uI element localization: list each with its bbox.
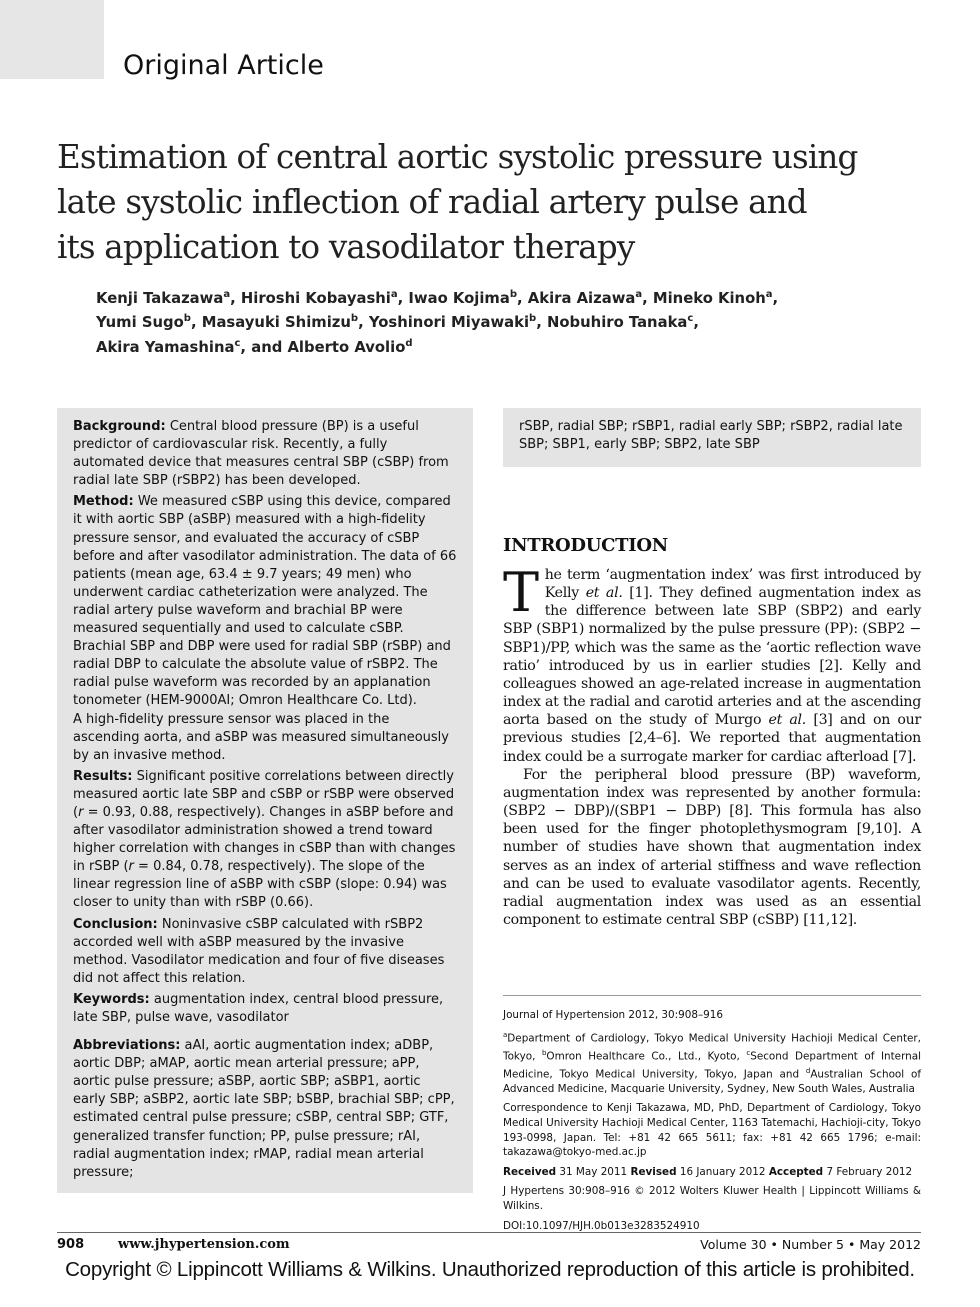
intro-paragraph: For the peripheral blood pressure (BP) waveform, augmentation index was represented by another formula: (SBP2 − DBP)/(SBP1 − DBP) [8]. This formula has also been used for the finger photoplethysmogram [9,10]. A number of studies have shown that augmentation index serves as an index of arterial stiffness and wave reflection and can be used to evaluate vasodilator agents. Recently, radial augmentation index was used as an essential component to estimate central SBP (cSBP) [11,12].: [503, 766, 921, 928]
title-line: late systolic inflection of radial artery pulse and: [57, 183, 807, 221]
correspondence: Correspondence to Kenji Takazawa, MD, PhD, Department of Cardiology, Tokyo Medical University Hachioji Medical Center, 1163 Tatemachi, Hachioji-city, Tokyo 193-0998, Japan. Tel: +81 42 665 5611; fax: +81 42 665 1796; e-mail: takazawa@tokyo-med.ac.jp: [503, 1102, 921, 1159]
revised-label: Revised: [630, 1165, 677, 1178]
title-line: its application to vasodilator therapy: [57, 228, 635, 266]
author-name: Hiroshi Kobayashi: [240, 289, 391, 307]
r-symbol: r: [78, 804, 84, 820]
et-al: et al.: [768, 712, 806, 729]
affiliation-text: Omron Healthcare Co., Ltd., Kyoto,: [546, 1050, 747, 1063]
intro-text: he term ‘augmentation index’ was first introduced by Kelly: [544, 567, 921, 602]
received-label: Received: [503, 1165, 557, 1178]
issue-number: Number 5: [781, 1237, 845, 1252]
affiliation-marker: a: [503, 1030, 508, 1039]
volume: Volume 30: [700, 1237, 767, 1252]
r-symbol: r: [128, 859, 134, 875]
abbreviations-continued-box: [503, 408, 921, 467]
method-text: We measured cSBP using this device, compared it with aortic SBP (aSBP) measured with a high-fidelity pressure sensor, and evaluated the accuracy of cSBP before and after vasodilator administration. The data of 66 patients (mean age, 63.4 ± 9.7 years; 49 men) who underwent cardiac catheterization were analyzed. The radial artery pulse waveform and brachial BP were measured sequentially and used to calculate cSBP. Brachial SBP and DBP were used for radial SBP (rSBP) and radial DBP to calculate the absolute value of rSBP2. The radial pulse waveform was recorded by an applanation tonometer (HEM-9000AI; Omron Healthcare Co. Ltd).: [73, 494, 457, 709]
footer-divider: [57, 1232, 921, 1233]
author-line: Yumi Sugo$^b$, Masayuki Shimizu$^b$, Yoshinori Miyawaki$^b$, Nobuhiro Tanaka$^c$,: [96, 313, 699, 332]
abstract-keywords: [73, 991, 457, 1027]
bullet: •: [848, 1237, 856, 1252]
revised-date: 16 January 2012: [679, 1165, 766, 1178]
method-text-2: A high-fidelity pressure sensor was placed in the ascending aorta, and aSBP was measured simultaneously by an invasive method.: [73, 711, 449, 763]
affiliation-marker: c: [746, 1048, 751, 1057]
conclusion-text: Noninvasive cSBP calculated with rSBP2 accorded well with aSBP measured by the invasive method. Vasodilator medication and four of five diseases did not affect this relation.: [73, 916, 445, 986]
results-label: Results:: [73, 768, 133, 784]
received-date: 31 May 2011: [559, 1165, 628, 1178]
journal-reference: Journal of Hypertension 2012, 30:908–916: [503, 1009, 724, 1021]
results-text: = 0.93, 0.88, respectively). Changes in aSBP before and after vasodilator administration showed a trend toward higher correlation with changes in cSBP than with changes in rSBP (: [73, 804, 456, 875]
accepted-label: Accepted: [768, 1165, 824, 1178]
author-conjunction: and: [251, 338, 283, 356]
author-name: Masayuki Shimizu: [201, 314, 351, 332]
results-text: = 0.84, 0.78, respectively). The slope of the linear regression line of aSBP with cSBP (slope: 0.94) was closer to unity than with rSBP (0.66).: [73, 859, 447, 911]
author-affiliation: a: [765, 289, 773, 300]
affiliation-text: Australian School of Advanced Medicine, Macquarie University, Sydney, New South Wales, Australia: [503, 1068, 921, 1095]
author-affiliation: b: [529, 313, 537, 325]
abstract-abbreviations: [73, 1037, 457, 1182]
abbreviations-text: aAI, aortic augmentation index; aDBP, aortic DBP; aMAP, aortic mean arterial pressure; aPP, aortic pulse pressure; aSBP, aortic SBP; aSBP1, aortic early SBP; aSBP2, aortic late SBP; bSBP, brachial SBP; cPP, estimated central pulse pressure; cSBP, central SBP; GTF, generalized transfer function; PP, pulse pressure; rAI, radial augmentation index; rMAP, radial mean arterial pressure;: [73, 1038, 455, 1180]
issue-info: [700, 1237, 921, 1252]
author-name: Mineko Kinoh: [652, 289, 766, 307]
accepted-date: 7 February 2012: [826, 1165, 913, 1178]
citation: J Hypertens 30:908–916 © 2012 Wolters Kluwer Health | Lippincott Williams & Wilkins.: [503, 1185, 921, 1212]
affiliation-marker: d: [805, 1066, 811, 1075]
drop-cap: T: [503, 561, 539, 624]
author-name: Alberto Avolio: [287, 338, 406, 356]
author-affiliation: c: [687, 313, 694, 325]
author-affiliation: c: [234, 337, 241, 349]
author-line: Kenji Takazawa$^a$, Hiroshi Kobayashi$^a$, Iwao Kojima$^b$, Akira Aizawa$^a$, Mineko Kinoh$^a$,: [96, 289, 779, 307]
author-affiliation: a: [390, 289, 398, 300]
author-affiliation: a: [635, 289, 643, 300]
copyright-banner: Copyright © Lippincott Williams & Wilkins. Unauthorized reproduction of this article is prohibited.: [65, 1258, 915, 1281]
author-name: Akira Yamashina: [96, 338, 235, 356]
author-affiliation: b: [350, 313, 359, 325]
author-affiliation: b: [509, 289, 517, 300]
journal-url[interactable]: www.jhypertension.com: [118, 1237, 290, 1252]
affiliation-text: Second Department of Internal Medicine, Tokyo Medical University, Tokyo, Japan and: [503, 1050, 922, 1081]
et-al: et al.: [585, 585, 623, 602]
author-affiliation: a: [223, 289, 231, 300]
author-name: Yoshinori Miyawaki: [368, 314, 530, 332]
author-name: Nobuhiro Tanaka: [546, 314, 688, 332]
introduction-heading: INTRODUCTION: [503, 535, 668, 556]
affiliation-marker: b: [541, 1048, 547, 1057]
page-number: 908: [57, 1237, 85, 1252]
author-affiliation: d: [405, 337, 413, 349]
abstract-results: [73, 768, 457, 913]
intro-text: [3] and on our previous studies [2,4–6]. We reported that augmentation index could be a surrogate marker for cardiac afterload [7].: [503, 712, 921, 765]
abstract-box: [57, 408, 473, 1193]
background-text: Central blood pressure (BP) is a useful predictor of cardiovascular risk. Recently, a fully automated device that measures central SBP (cSBP) from radial late SBP (rSBP2) has been developed.: [73, 419, 449, 489]
author-name: Iwao Kojima: [408, 289, 510, 307]
author-name: Kenji Takazawa: [96, 289, 224, 307]
author-list: [96, 285, 856, 358]
keywords-label: Keywords:: [73, 991, 150, 1007]
intro-text: [1]. They defined augmentation index as the difference between late SBP (SBP2) and early SBP (SBP1) normalized by the pulse pressure (PP): (SBP2 − SBP1)/PP, which was the same as the ‘aortic reflection wave ratio’ introduced by us in earlier studies [2]. Kelly and colleagues showed an age-related increase in augmentation index at the radial and carotid arteries and at the ascending aorta based on the study of Murgo: [503, 585, 921, 729]
author-line: Akira Yamashina$^c$, and Alberto Avolio$^d$: [96, 337, 413, 356]
abstract-background: [73, 418, 457, 490]
article-title: [57, 135, 857, 270]
keywords-text: augmentation index, central blood pressure, late SBP, pulse wave, vasodilator: [73, 991, 444, 1025]
intro-paragraph: [503, 561, 921, 766]
abstract-method: [73, 493, 457, 764]
affiliation-text: Department of Cardiology, Tokyo Medical University Hachioji Medical Center, Tokyo,: [503, 1032, 921, 1063]
abbreviations-continued: rSBP, radial SBP; rSBP1, radial early SBP; rSBP2, radial late SBP; SBP1, early SBP; SBP2, late SBP: [519, 419, 903, 453]
author-affiliation: b: [183, 313, 191, 325]
bullet: •: [770, 1237, 778, 1252]
introduction-body: [503, 561, 921, 929]
issue-date: May 2012: [859, 1237, 921, 1252]
dates: [503, 1165, 921, 1180]
method-label: Method:: [73, 494, 134, 510]
background-label: Background:: [73, 419, 166, 434]
author-name: Yumi Sugo: [96, 314, 184, 332]
doi: DOI:10.1097/HJH.0b013e3283524910: [503, 1219, 700, 1232]
affiliations: [503, 1028, 921, 1097]
section-label: Original Article: [123, 50, 324, 81]
abstract-conclusion: [73, 916, 457, 988]
footnote-divider: [503, 995, 921, 996]
results-text: Significant positive correlations between directly measured aortic late SBP and cSBP or rSBP were observed (: [73, 768, 455, 820]
author-name: Akira Aizawa: [527, 289, 636, 307]
footnotes: [503, 1008, 921, 1238]
corner-decoration: [0, 0, 104, 79]
title-line: Estimation of central aortic systolic pressure using: [57, 138, 858, 176]
abbreviations-label: Abbreviations:: [73, 1038, 181, 1054]
conclusion-label: Conclusion:: [73, 916, 158, 932]
